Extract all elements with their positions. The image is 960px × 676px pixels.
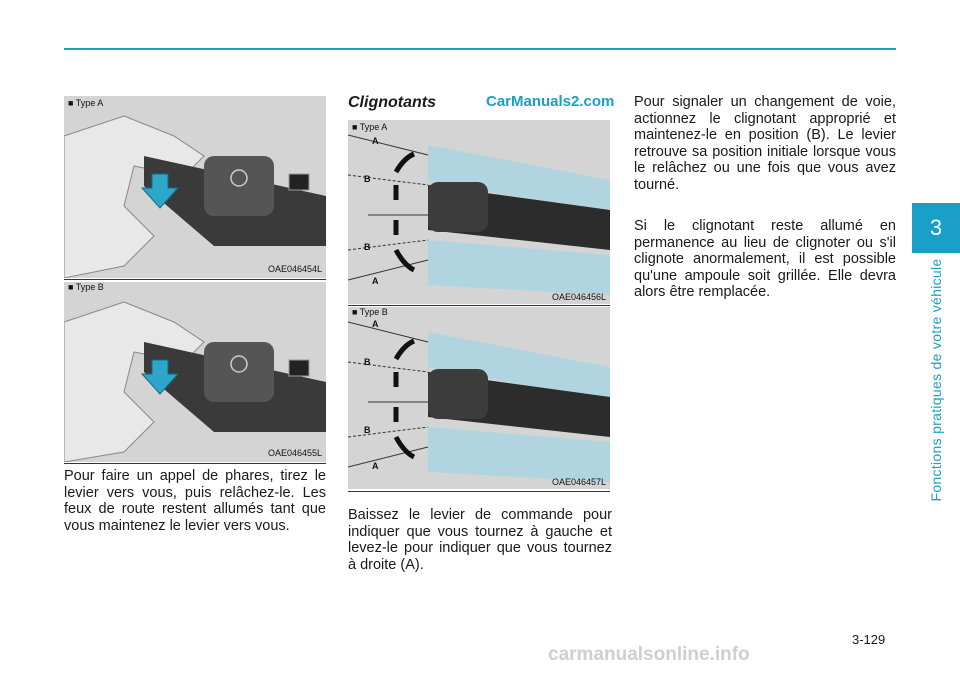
footer-site: carmanualsonline.info (548, 644, 750, 665)
turn-signal-illustration (348, 307, 610, 489)
mark-b-lower: B (364, 242, 371, 252)
figure-divider (348, 491, 610, 492)
mark-a-bottom: A (372, 276, 379, 286)
header-rule (64, 48, 896, 50)
mark-a-top: A (372, 136, 379, 146)
chapter-tab (912, 203, 960, 253)
lever-pull-illustration (64, 96, 326, 278)
mark-a-top: A (372, 319, 379, 329)
col3-paragraph-1: Pour signaler un changement de voie, actionnez le clignotant approprié et maintenez-le en position (B). Le levier retrouve sa position initiale lorsque vous le relâchez ou une fois que vous avez tourné. (634, 94, 896, 193)
figure-turn-signal-type-a (348, 120, 610, 304)
figure-divider (64, 463, 326, 464)
chapter-title: Fonctions pratiques de votre véhicule (928, 258, 944, 502)
chapter-number: 3 (929, 215, 943, 240)
col3-paragraph-2: Si le clignotant reste allumé en permanence au lieu de clignoter ou s'il clignote anormalement, il est possible qu'une ampoule soit grillée. Elle devra alors être remplacée. (634, 218, 896, 301)
figure-code: OAE046457L (551, 477, 606, 487)
page-number: 3-129 (852, 632, 886, 647)
figure-divider (348, 305, 610, 306)
figure-label: ■ Type A (68, 98, 104, 108)
figure-high-beam-type-a (64, 96, 326, 278)
section-heading: Clignotants (348, 94, 436, 111)
watermark-text: CarManuals2.com (486, 93, 615, 110)
col1-paragraph: Pour faire un appel de phares, tirez le levier vers vous, puis relâchez-le. Les feux de route restent allumés tant que vous maintenez le levier vers vous. (64, 468, 326, 534)
figure-label: ■ Type B (68, 282, 104, 292)
mark-b-upper: B (364, 174, 371, 184)
mark-b-upper: B (364, 357, 371, 367)
col2-paragraph: Baissez le levier de commande pour indiquer que vous tournez à gauche et levez-le pour indiquer que vous tournez à droite (A). (348, 507, 612, 573)
turn-signal-illustration (348, 120, 610, 304)
figure-turn-signal-type-b (348, 307, 610, 489)
lever-pull-illustration (64, 282, 326, 462)
figure-high-beam-type-b (64, 282, 326, 462)
figure-code: OAE046454L (267, 264, 322, 274)
figure-code: OAE046456L (551, 292, 606, 302)
figure-divider (64, 279, 326, 280)
mark-b-lower: B (364, 425, 371, 435)
figure-code: OAE046455L (267, 448, 322, 458)
figure-label: ■ Type B (352, 307, 388, 317)
figure-label: ■ Type A (352, 122, 388, 132)
mark-a-bottom: A (372, 461, 379, 471)
